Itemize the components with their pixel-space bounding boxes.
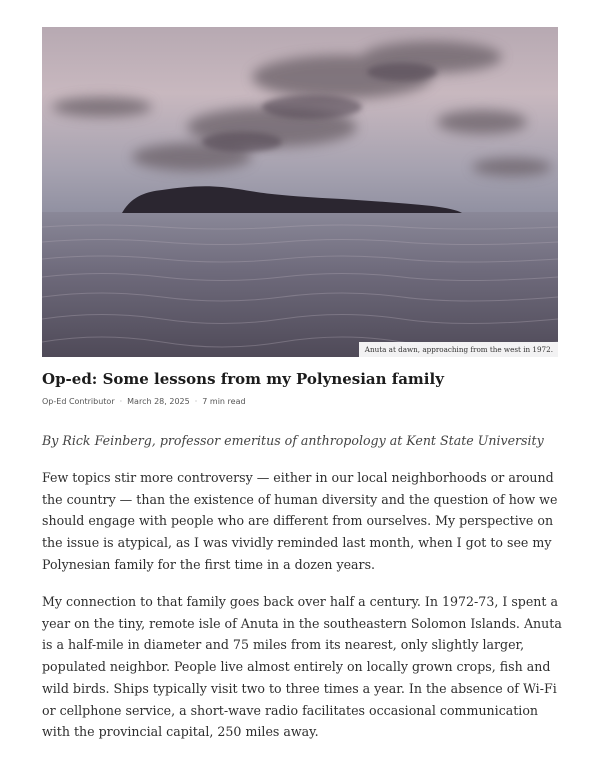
image-caption: Anuta at dawn, approaching from the west in 1972. [359,342,558,357]
byline: By Rick Feinberg, professor emeritus of anthropology at Kent State University [42,433,544,448]
article-meta [42,397,246,406]
article-title: Op-ed: Some lessons from my Polynesian family [42,370,444,388]
publish-date: March 28, 2025 [127,397,190,406]
author-link[interactable]: Op-Ed Contributor [42,397,115,406]
island-at-dawn-photo [42,27,558,357]
hero-image [42,27,558,357]
read-time: 7 min read [202,397,246,406]
article-paragraph: My connection to that family goes back over half a century. In 1972-73, I spent a year on the tiny, remote isle of Anuta in the southeastern Solomon Islands. Anuta is a half-mile in diameter and 75 miles from its nearest, only slightly larger, populated neighbor. People live almost entirely on locally grown crops, fish and wild birds. Ships typically visit two to three times a year. In the absence of Wi-Fi or cellphone service, a short-wave radio facilitates occasional communication with the provincial capital, 250 miles away. [42,594,562,740]
meta-separator: · [194,397,198,406]
meta-separator: · [119,397,123,406]
article-paragraph: Few topics stir more controversy — either in our local neighborhoods or around the country — than the existence of human diversity and the question of how we should engage with people who are different from ourselves. My perspective on the issue is atypical, as I was vividly reminded last month, when I got to see my Polynesian family for the first time in a dozen years. [42,470,558,572]
